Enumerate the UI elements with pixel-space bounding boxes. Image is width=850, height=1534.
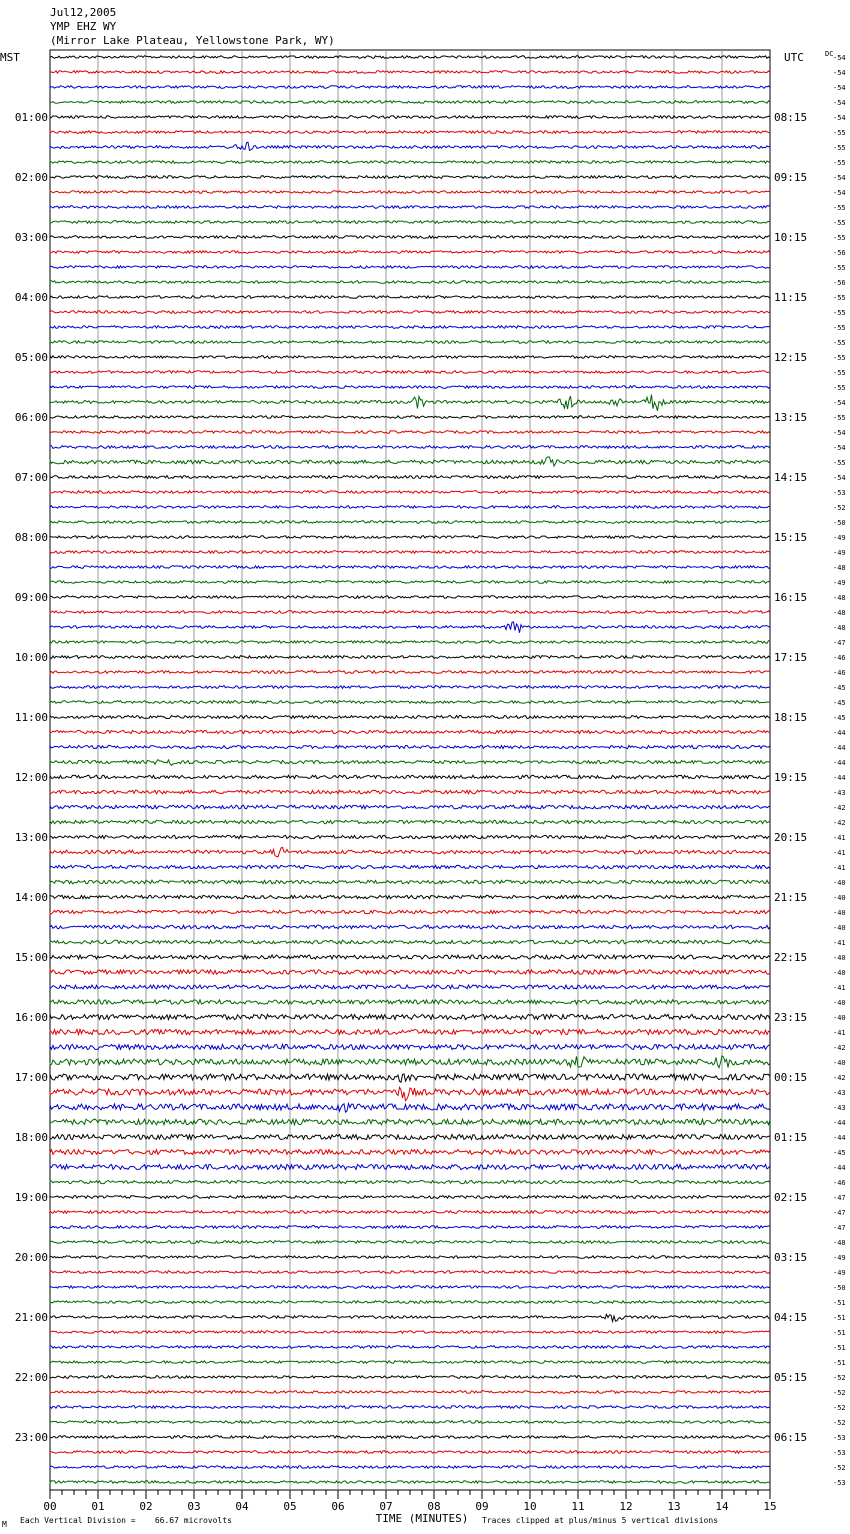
dc-offset-label: -55 [833,129,846,137]
trace-line [50,865,770,868]
trace-line [50,296,770,299]
dc-offset-label: -55 [833,159,846,167]
trace-line [50,671,770,674]
dc-offset-label: -46 [833,669,846,677]
trace-line [50,1104,770,1113]
trace-line [50,1196,770,1199]
dc-offset-label: -40 [833,999,846,1007]
dc-offset-label: -41 [833,939,846,947]
dc-offset-label: -41 [833,1029,846,1037]
trace-line [50,206,770,209]
trace-line [50,596,770,599]
right-hour-label: 20:15 [774,831,808,844]
left-hour-label: 12:00 [14,771,48,784]
left-axis-label: MST [0,51,20,64]
dc-offset-label: -48 [833,594,846,602]
trace-line [50,476,770,479]
trace-line [50,1150,770,1155]
trace-line [50,1346,770,1349]
right-axis-label: UTC [784,51,804,64]
trace-line [50,161,770,164]
trace-line [50,116,770,119]
trace-line [50,1301,770,1304]
trace-line [50,611,770,614]
left-hour-label: 22:00 [14,1371,48,1384]
dc-offset-label: -41 [833,834,846,842]
dc-offset-label: -43 [833,1104,846,1112]
dc-offset-label: -55 [833,384,846,392]
x-tick-label: 14 [715,1500,729,1513]
trace-line [50,326,770,329]
left-hour-label: 23:00 [14,1431,48,1444]
trace-line [50,1226,770,1229]
station-code: YMP EHZ WY [50,20,117,33]
x-axis-label: TIME (MINUTES) [375,1512,469,1525]
dc-offset-label: -52 [833,1389,846,1397]
trace-line [50,251,770,254]
dc-offset-label: -47 [833,1194,846,1202]
dc-offset-label: -54 [833,189,846,197]
trace-line [50,1376,770,1379]
dc-offset-label: -51 [833,1359,846,1367]
left-hour-label: 08:00 [14,531,48,544]
trace-line [50,1029,770,1034]
trace-line [50,431,770,434]
dc-offset-label: -45 [833,699,846,707]
dc-offset-label: -48 [833,1239,846,1247]
dc-offset-label: -53 [833,1449,846,1457]
trace-line [50,716,770,719]
trace-line [50,356,770,359]
right-hour-label: 08:15 [774,111,808,124]
trace-line [50,395,770,411]
trace-line [50,176,770,179]
dc-offset-label: -52 [833,504,846,512]
dc-offset-label: -54 [833,174,846,182]
dc-offset-label: -44 [833,774,846,782]
dc-offset-label: -54 [833,54,846,62]
right-hour-label: 15:15 [774,531,808,544]
trace-line [50,1000,770,1004]
dc-offset-label: -47 [833,1224,846,1232]
right-hour-label: 11:15 [774,291,808,304]
trace-line [50,985,770,989]
left-hour-label: 14:00 [14,891,48,904]
trace-line [50,1180,770,1183]
trace-line [50,1256,770,1259]
left-hour-label: 02:00 [14,171,48,184]
dc-offset-label: -42 [833,804,846,812]
trace-line [50,955,770,959]
x-tick-label: 07 [379,1500,393,1513]
trace-line [50,1271,770,1274]
trace-line [50,506,770,509]
dc-offset-label: -51 [833,1344,846,1352]
left-hour-label: 13:00 [14,831,48,844]
dc-offset-label: -54 [833,474,846,482]
dc-offset-label: -55 [833,219,846,227]
trace-line [50,895,770,898]
trace-line [50,775,770,778]
trace-line [50,101,770,104]
trace-line [50,745,770,748]
dc-offset-label: -48 [833,564,846,572]
right-hour-label: 01:15 [774,1131,808,1144]
dc-offset-label: -55 [833,324,846,332]
right-hour-label: 19:15 [774,771,808,784]
trace-line [50,341,770,344]
dc-offset-label: -51 [833,1329,846,1337]
trace-line [50,311,770,314]
dc-offset-label: -52 [833,1404,846,1412]
dc-offset-label: -41 [833,864,846,872]
dc-offset-label: -44 [833,1119,846,1127]
dc-offset-label: -53 [833,1479,846,1487]
left-hour-label: 05:00 [14,351,48,364]
dc-offset-label: -54 [833,99,846,107]
trace-line [50,835,770,838]
trace-line [50,371,770,374]
dc-offset-label: -55 [833,339,846,347]
x-tick-label: 08 [427,1500,441,1513]
plot-date: Jul12,2005 [50,6,117,19]
trace-line [50,191,770,194]
left-hour-label: 07:00 [14,471,48,484]
right-hour-label: 09:15 [774,171,808,184]
left-hour-label: 11:00 [14,711,48,724]
right-hour-label: 10:15 [774,231,808,244]
dc-offset-label: -51 [833,1299,846,1307]
x-tick-label: 13 [667,1500,681,1513]
left-hour-label: 03:00 [14,231,48,244]
trace-line [50,1241,770,1244]
trace-line [50,56,770,59]
dc-offset-label: -42 [833,1044,846,1052]
dc-offset-label: -53 [833,489,846,497]
dc-offset-label: -56 [833,279,846,287]
scale-note: Each Vertical Division = 66.67 microvolts [20,1516,232,1525]
trace-line [50,457,770,466]
left-hour-label: 20:00 [14,1251,48,1264]
trace-line [50,281,770,284]
dc-offset-label: -44 [833,759,846,767]
dc-offset-label: -55 [833,354,846,362]
trace-line [50,1014,770,1019]
trace-line [50,970,770,974]
trace-line [50,1314,770,1321]
trace-line [50,86,770,89]
dc-offset-label: -40 [833,1059,846,1067]
trace-line [50,730,770,733]
dc-offset-label: -49 [833,549,846,557]
dc-offset-label: -43 [833,1089,846,1097]
dc-offset-label: -40 [833,879,846,887]
dc-offset-label: -46 [833,654,846,662]
right-hour-label: 21:15 [774,891,808,904]
trace-line [50,805,770,809]
trace-line [50,880,770,884]
trace-line [50,940,770,944]
trace-line [50,491,770,494]
trace-line [50,790,770,794]
trace-line [50,1481,770,1484]
trace-line [50,1406,770,1409]
dc-offset-label: -47 [833,639,846,647]
x-tick-label: 05 [283,1500,297,1513]
x-tick-label: 00 [43,1500,57,1513]
x-tick-label: 04 [235,1500,249,1513]
trace-line [50,71,770,74]
dc-offset-label: -55 [833,369,846,377]
dc-offset-label: -49 [833,1254,846,1262]
right-hour-label: 06:15 [774,1431,808,1444]
dc-offset-label: -44 [833,1134,846,1142]
left-hour-label: 17:00 [14,1071,48,1084]
dc-offset-label: -40 [833,954,846,962]
trace-line [50,641,770,644]
x-tick-label: 09 [475,1500,489,1513]
trace-line [50,1451,770,1454]
dc-offset-label: -45 [833,1149,846,1157]
trace-line [50,131,770,134]
trace-line [50,1056,770,1068]
left-hour-label: 16:00 [14,1011,48,1024]
trace-line [50,1211,770,1214]
x-tick-label: 11 [571,1500,585,1513]
trace-line [50,1331,770,1334]
right-hour-label: 13:15 [774,411,808,424]
dc-offset-label: -56 [833,249,846,257]
dc-offset-label: -40 [833,924,846,932]
dc-offset-label: -42 [833,1074,846,1082]
trace-line [50,416,770,419]
x-tick-label: 01 [91,1500,105,1513]
dc-offset-label: -49 [833,579,846,587]
trace-line [50,910,770,913]
left-hour-label: 15:00 [14,951,48,964]
trace-line [50,236,770,239]
dc-offset-label: -48 [833,609,846,617]
dc-offset-label: -49 [833,1269,846,1277]
corner-mark: M [2,1520,7,1529]
x-tick-label: 02 [139,1500,153,1513]
trace-line [50,536,770,539]
dc-offset-label: -49 [833,534,846,542]
right-hour-label: 17:15 [774,651,808,664]
right-hour-label: 14:15 [774,471,808,484]
trace-line [50,1286,770,1289]
dc-offset-label: -54 [833,84,846,92]
left-hour-label: 06:00 [14,411,48,424]
trace-line [50,581,770,584]
trace-line [50,1361,770,1364]
left-hour-label: 19:00 [14,1191,48,1204]
trace-line [50,1044,770,1049]
dc-offset-label: -45 [833,684,846,692]
trace-line [50,1135,770,1140]
trace-line [50,1436,770,1439]
trace-line [50,656,770,659]
trace-line [50,847,770,857]
dc-offset-label: -40 [833,1014,846,1022]
trace-line [50,142,770,150]
trace-line [50,566,770,569]
trace-line [50,1119,770,1125]
dc-offset-label: -54 [833,399,846,407]
trace-line [50,446,770,449]
dc-offset-label: -55 [833,264,846,272]
dc-offset-label: -47 [833,1209,846,1217]
dc-offset-label: -44 [833,744,846,752]
trace-line [50,551,770,554]
x-tick-label: 03 [187,1500,201,1513]
right-hour-label: 05:15 [774,1371,808,1384]
dc-offset-label: -43 [833,789,846,797]
dc-offset-label: -54 [833,114,846,122]
dc-offset-label: -41 [833,984,846,992]
left-hour-label: 10:00 [14,651,48,664]
right-hour-label: 22:15 [774,951,808,964]
dc-offset-label: -45 [833,714,846,722]
right-hour-label: 12:15 [774,351,808,364]
dc-offset-label: -51 [833,1314,846,1322]
station-location: (Mirror Lake Plateau, Yellowstone Park, WY) [50,34,335,47]
right-hour-label: 16:15 [774,591,808,604]
trace-line [50,1391,770,1394]
x-tick-label: 10 [523,1500,537,1513]
trace-line [50,760,770,766]
dc-offset-label: -55 [833,294,846,302]
clip-note: Traces clipped at plus/minus 5 vertical divisions [482,1516,719,1525]
dc-offset-label: -55 [833,414,846,422]
left-hour-label: 09:00 [14,591,48,604]
trace-line [50,221,770,224]
trace-line [50,1421,770,1424]
right-hour-label: 18:15 [774,711,808,724]
dc-offset-label: -40 [833,909,846,917]
dc-offset-label: -55 [833,234,846,242]
dc-offset-label: -44 [833,1164,846,1172]
dc-offset-label: -50 [833,1284,846,1292]
dc-offset-label: -55 [833,144,846,152]
left-hour-label: 18:00 [14,1131,48,1144]
dc-offset-label: -40 [833,969,846,977]
dc-header: DC [825,50,834,58]
right-hour-label: 00:15 [774,1071,808,1084]
dc-offset-label: -41 [833,849,846,857]
left-hour-label: 01:00 [14,111,48,124]
right-hour-label: 04:15 [774,1311,808,1324]
dc-offset-label: -55 [833,204,846,212]
dc-offset-label: -42 [833,819,846,827]
trace-line [50,521,770,524]
dc-offset-label: -55 [833,309,846,317]
trace-line [50,925,770,929]
x-tick-label: 12 [619,1500,633,1513]
trace-line [50,1466,770,1469]
right-hour-label: 02:15 [774,1191,808,1204]
dc-offset-label: -52 [833,1374,846,1382]
x-tick-label: 15 [763,1500,777,1513]
dc-offset-label: -52 [833,1419,846,1427]
right-hour-label: 23:15 [774,1011,808,1024]
dc-offset-label: -55 [833,459,846,467]
trace-line [50,701,770,704]
trace-line [50,1074,770,1082]
trace-line [50,1087,770,1100]
left-hour-label: 04:00 [14,291,48,304]
dc-offset-label: -52 [833,1464,846,1472]
dc-offset-label: -54 [833,429,846,437]
trace-line [50,820,770,823]
dc-offset-label: -54 [833,69,846,77]
trace-line [50,266,770,269]
dc-offset-label: -40 [833,894,846,902]
left-hour-label: 21:00 [14,1311,48,1324]
dc-offset-label: -50 [833,519,846,527]
x-tick-label: 06 [331,1500,345,1513]
dc-offset-label: -48 [833,624,846,632]
dc-offset-label: -54 [833,444,846,452]
trace-line [50,622,770,633]
dc-offset-label: -53 [833,1434,846,1442]
trace-line [50,1164,770,1169]
trace-line [50,386,770,389]
dc-offset-label: -46 [833,1179,846,1187]
dc-offset-label: -44 [833,729,846,737]
trace-line [50,686,770,689]
right-hour-label: 03:15 [774,1251,808,1264]
